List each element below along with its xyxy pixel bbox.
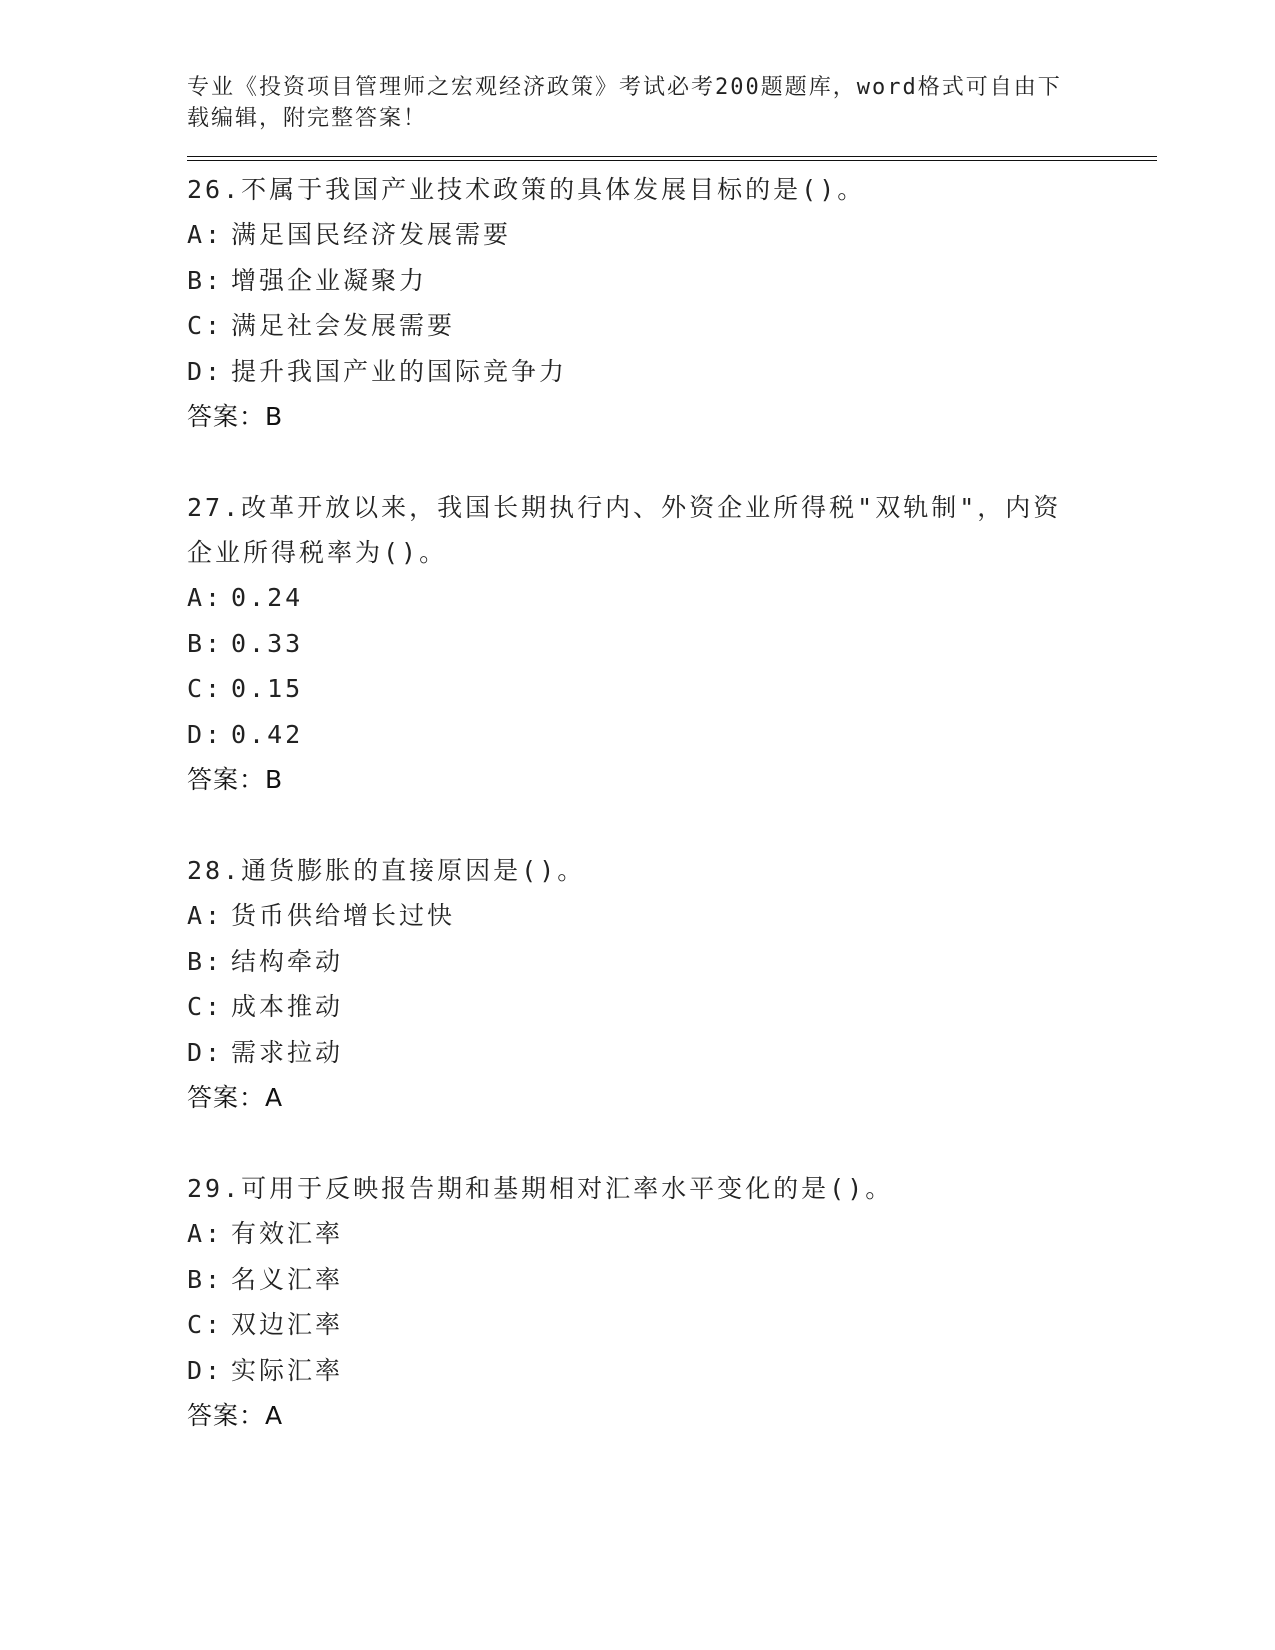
document-header: 专业《投资项目管理师之宏观经济政策》考试必考200题题库，word格式可自由下载编辑，附完整答案！: [187, 75, 1062, 131]
option-text: 提升我国产业的国际竞争力: [231, 356, 568, 386]
option-d: [187, 1030, 1157, 1076]
option-b: [187, 258, 1157, 304]
option-key: B:: [187, 1264, 224, 1294]
option-d: [187, 349, 1157, 395]
answer-line: 答案：A: [187, 1401, 284, 1430]
answer-line: 答案：B: [187, 402, 284, 431]
option-key: B:: [187, 265, 224, 295]
option-text: 实际汇率: [231, 1355, 344, 1385]
option-key: D:: [187, 1037, 224, 1067]
option-text: 双边汇率: [231, 1310, 344, 1339]
question-block: [187, 848, 1157, 1120]
option-key: B:: [187, 628, 224, 658]
option-text: 有效汇率: [231, 1219, 344, 1248]
option-b: [187, 1257, 1157, 1303]
option-text: 成本推动: [231, 992, 344, 1021]
option-key: D:: [187, 356, 224, 386]
question-list: [187, 167, 1157, 1438]
option-text: 满足国民经济发展需要: [231, 220, 512, 249]
answer-line: 答案：A: [187, 1083, 284, 1112]
option-text: 需求拉动: [231, 1037, 344, 1067]
option-key: A:: [187, 220, 224, 249]
option-key: D:: [187, 719, 224, 749]
option-c: [187, 984, 1157, 1030]
option-key: D:: [187, 1355, 224, 1385]
option-b: [187, 939, 1157, 985]
option-c: [187, 666, 1157, 712]
question-stem: 28.通货膨胀的直接原因是()。: [187, 856, 586, 885]
option-c: [187, 1302, 1157, 1348]
answer-line: 答案：B: [187, 765, 284, 794]
option-text: 增强企业凝聚力: [231, 265, 428, 295]
question-block: [187, 485, 1157, 802]
option-key: B:: [187, 946, 224, 976]
option-key: C:: [187, 992, 224, 1021]
option-key: C:: [187, 1310, 224, 1339]
document-page: [187, 72, 1157, 1484]
option-a: [187, 575, 1157, 621]
option-text: 0.33: [231, 628, 304, 658]
option-text: 满足社会发展需要: [231, 311, 456, 340]
option-text: 名义汇率: [231, 1264, 344, 1294]
option-d: [187, 712, 1157, 758]
option-b: [187, 621, 1157, 667]
option-a: [187, 1211, 1157, 1257]
option-text: 结构牵动: [231, 946, 344, 976]
question-stem: 29.可用于反映报告期和基期相对汇率水平变化的是()。: [187, 1174, 894, 1203]
header-divider-bottom: [187, 160, 1157, 161]
option-a: [187, 212, 1157, 258]
question-stem: 26.不属于我国产业技术政策的具体发展目标的是()。: [187, 175, 866, 204]
option-key: C:: [187, 311, 224, 340]
option-text: 0.15: [231, 674, 304, 703]
option-text: 货币供给增长过快: [231, 901, 456, 930]
option-key: A:: [187, 583, 224, 612]
option-text: 0.42: [231, 719, 304, 749]
question-stem: 27.改革开放以来，我国长期执行内、外资企业所得税"双轨制"，内资企业所得税率为()。: [187, 493, 1062, 567]
option-key: A:: [187, 1219, 224, 1248]
option-a: [187, 893, 1157, 939]
question-block: [187, 167, 1157, 439]
option-c: [187, 303, 1157, 349]
option-key: A:: [187, 901, 224, 930]
option-key: C:: [187, 674, 224, 703]
option-d: [187, 1348, 1157, 1394]
question-block: [187, 1166, 1157, 1438]
option-text: 0.24: [231, 583, 304, 612]
